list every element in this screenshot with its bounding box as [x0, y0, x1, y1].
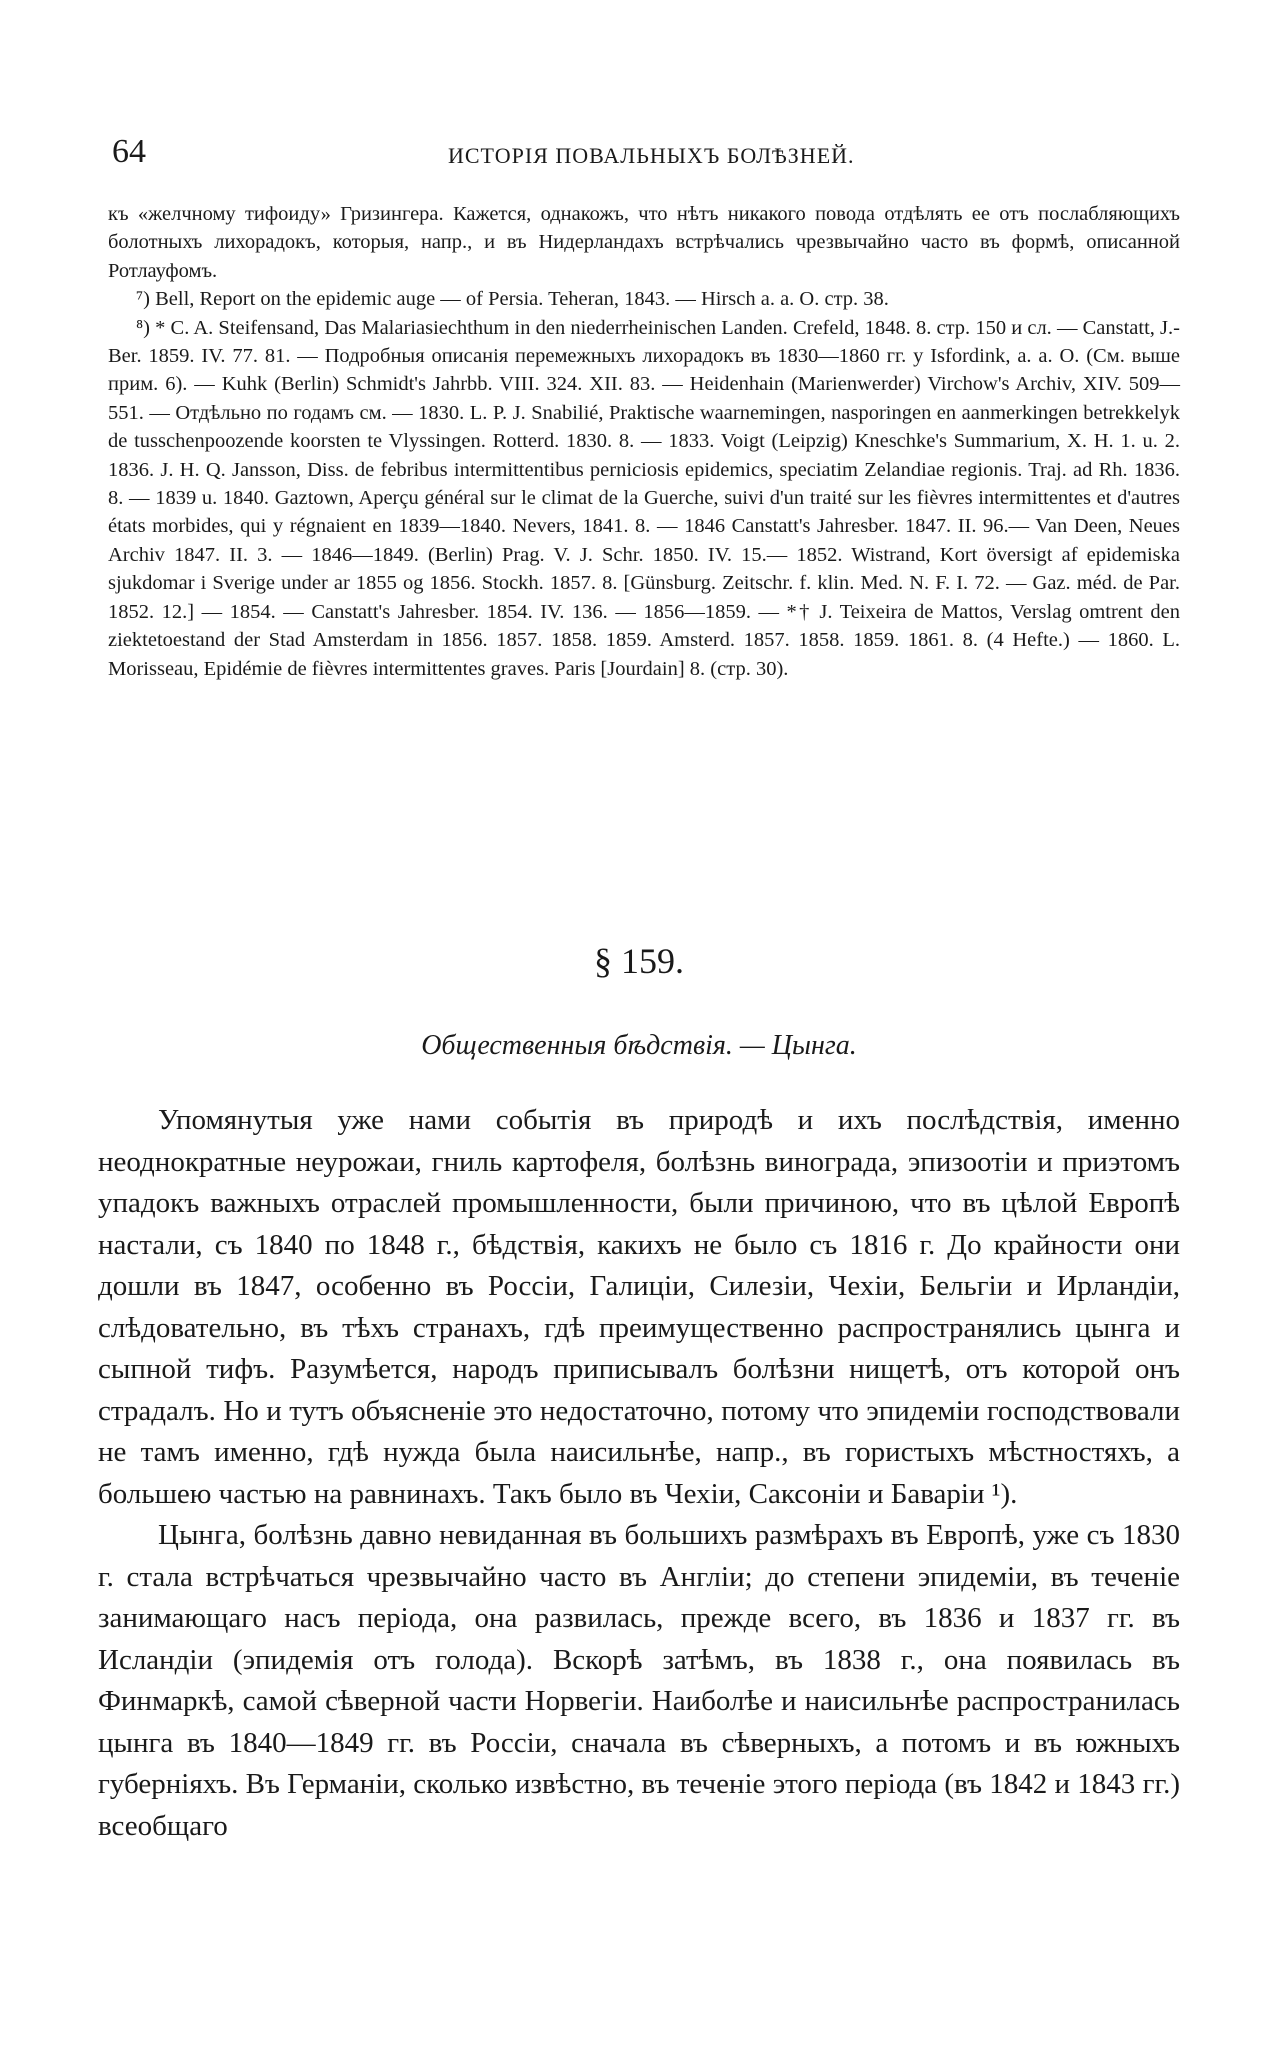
footnote-8: ⁸) * C. A. Steifensand, Das Malariasiechthum in den niederrheinischen Landen. Crefeld, 1848. 8. стр. 150 и сл. — Canstatt, J.-Ber. 1859. IV. 77. 81. — Подробныя описанія перемежныхъ лихорадокъ въ 1830—1860 гг. у Isfordink, a. a. O. (См. выше прим. 6). — Kuhk (Berlin) Schmidt's Jahrbb. VIII. 324. XII. 83. — Heidenhain (Marienwerder) Virchow's Archiv, XIV. 509—551. — Отдѣльно по годамъ см. — 1830. L. P. J. Snabilié, Praktische waarnemingen, nasporingen en aanmerkingen betrekkelyk de tusschenpoozende koorsten te Vlyssingen. Rotterd. 1830. 8. — 1833. Voigt (Leipzig) Kneschke's Summarium, X. H. 1. u. 2. 1836. J. H. Q. Jansson, Diss. de febribus intermittentibus perniciosis epidemics, speciatim Zelandiae regionis. Traj. ad Rh. 1836. 8. — 1839 u. 1840. Gaztown, Aperçu général sur le climat de la Guerche, suivi d'un traité sur les fièvres intermittentes et d'autres états morbides, qui y régnaient en 1839—1840. Nevers, 1841. 8. — 1846 Canstatt's Jahresber. 1847. II. 96.— Van Deen, Neues Archiv 1847. II. 3. — 1846—1849. (Berlin) Prag. V. J. Schr. 1850. IV. 15.— 1852. Wistrand, Kort översigt af epidemiska sjukdomar i Sverige under ar 1855 og 1856. Stockh. 1857. 8. [Günsburg. Zeitschr. f. klin. Med. N. F. I. 72. — Gaz. méd. de Par. 1852. 12.] — 1854. — Canstatt's Jahresber. 1854. IV. 136. — 1856—1859. — *† J. Teixeira de Mattos, Verslag omtrent den ziektetoestand der Stad Amsterdam in 1856. 1857. 1858. 1859. Amsterd. 1857. 1858. 1859. 1861. 8. (4 Hefte.) — 1860. L. Morisseau, Epidémie de fièvres intermittentes graves. Paris [Jourdain] 8. (стр. 30). [108, 316, 1180, 680]
body-text [98, 1100, 1180, 1847]
section-number: § 159. [594, 941, 684, 981]
paragraph-1: Упомянутыя уже нами событія въ природѣ и ихъ послѣдствія, именно неоднократные неурожаи, гниль картофеля, болѣзнь винограда, эпизоотіи и приэтомъ упадокъ важныхъ отраслей промышленности, были причиною, что въ цѣлой Европѣ настали, съ 1840 по 1848 г., бѣдствія, какихъ не было съ 1816 г. До крайности они дошли въ 1847, особенно въ Россіи, Галиціи, Силезіи, Чехіи, Бельгіи и Ирландіи, слѣдовательно, въ тѣхъ странахъ, гдѣ преимущественно распространялись цынга и сыпной тифъ. Разумѣется, народъ приписывалъ болѣзни нищетѣ, отъ которой онъ страдалъ. Но и тутъ объясненіе это недостаточно, потому что эпидеміи господствовали не тамъ именно, гдѣ нужда была наисильнѣе, напр., въ гористыхъ мѣстностяхъ, а большею частью на равнинахъ. Такъ было въ Чехіи, Саксоніи и Баваріи ¹). [98, 1104, 1180, 1510]
page-number: 64 [112, 133, 146, 170]
footnotes [108, 200, 1180, 683]
footnote-7: ⁷) Bell, Report on the epidemic auge — of Persia. Teheran, 1843. — Hirsch a. a. O. стр. 38. [136, 288, 889, 311]
page-header [98, 133, 1180, 173]
running-head: ИСТОРІЯ ПОВАЛЬНЫХЪ БОЛѢЗНЕЙ. [448, 143, 855, 168]
footnote-continuation: къ «желчному тифоиду» Гризингера. Кажется, однакожъ, что нѣтъ никакого повода отдѣлять ее отъ послабляющихъ болотныхъ лихорадокъ, которыя, напр., и въ Нидерландахъ встрѣчались чрезвычайно часто въ формѣ, описанной Ротлауфомъ. [108, 203, 1180, 282]
section-title: Общественныя бѣдствія. — Цынга. [421, 1030, 857, 1061]
paragraph-2: Цынга, болѣзнь давно невиданная въ большихъ размѣрахъ въ Европѣ, уже съ 1830 г. стала встрѣчаться чрезвычайно часто въ Англіи; до степени эпидеміи, въ теченіе занимающаго насъ періода, она развилась, прежде всего, въ 1836 и 1837 гг. въ Исландіи (эпидемія отъ голода). Вскорѣ затѣмъ, въ 1838 г., она появилась въ Финмаркѣ, самой сѣверной части Норвегіи. Наиболѣе и наисильнѣе распространилась цынга въ 1840—1849 гг. въ Россіи, сначала въ сѣверныхъ, а потомъ и въ южныхъ губерніяхъ. Въ Германіи, сколько извѣстно, въ теченіе этого періода (въ 1842 и 1843 гг.) всеобщаго [98, 1519, 1180, 1842]
